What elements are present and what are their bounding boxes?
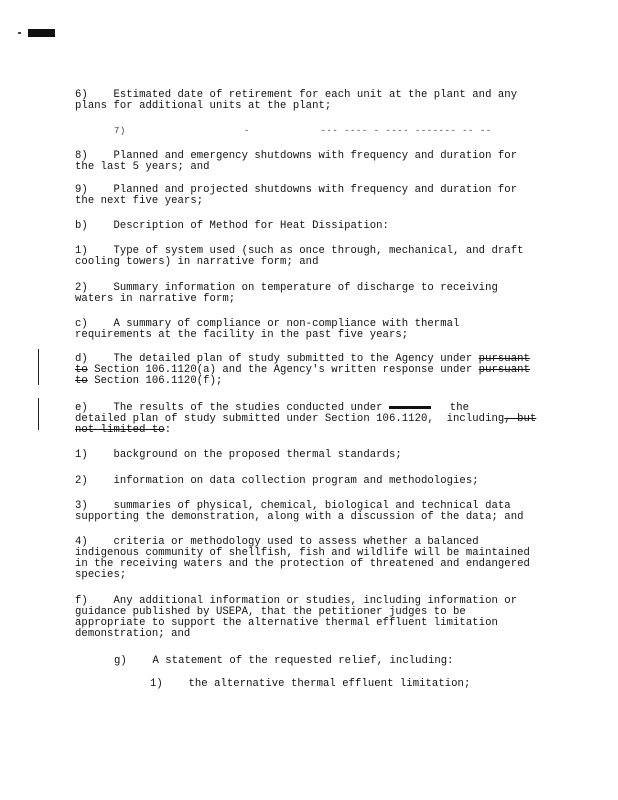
item-f-line2: guidance published by USEPA, that the petitioner judges to be xyxy=(75,606,466,618)
item-9-line1: 9) Planned and projected shutdowns with frequency and duration for xyxy=(75,184,518,196)
item-b1-line1: 1) Type of system used (such as once through, mechanical, and draft xyxy=(75,245,524,257)
item-6-line1: 6) Estimated date of retirement for each unit at the plant and any xyxy=(75,89,518,101)
item-c-line2: requirements at the facility in the past five years; xyxy=(75,329,409,341)
item-e2: 2) information on data collection program and methodologies; xyxy=(75,475,479,487)
item-e4-line3: in the receiving waters and the protection of threatened and endangered xyxy=(75,558,530,570)
item-e-line1-text: e) The results of the studies conducted under xyxy=(75,402,383,414)
item-e4-line2: indigenous community of shellfish, fish and wildlife will be maintained xyxy=(75,547,530,559)
item-9-line2: the next five years; xyxy=(75,195,204,207)
item-e-line3-text: : xyxy=(164,424,172,436)
item-b2-line2: waters in narrative form; xyxy=(75,293,236,305)
revision-bar-d xyxy=(38,349,39,385)
scan-corner-mark xyxy=(28,29,55,37)
item-b1-line2: cooling towers) in narrative form; and xyxy=(75,256,319,268)
redaction-mark xyxy=(389,406,431,409)
item-e3-line1: 3) summaries of physical, chemical, biological and technical data xyxy=(75,500,511,512)
item-f-line4: demonstration; and xyxy=(75,628,191,640)
item-e4-line4: species; xyxy=(75,569,127,581)
item-e1: 1) background on the proposed thermal standards; xyxy=(75,449,402,461)
item-g1: 1) the alternative thermal effluent limitation; xyxy=(150,678,471,690)
item-e-line2-text: detailed plan of study submitted under Section 106.1120, including xyxy=(75,413,505,425)
item-8-line1: 8) Planned and emergency shutdowns with frequency and duration for xyxy=(75,150,518,162)
item-6-line2: plans for additional units at the plant; xyxy=(75,100,332,112)
revision-bar-e xyxy=(38,398,39,430)
item-7-faint: 7) - --- ---- - ---- ------- -- -- xyxy=(114,126,492,136)
item-c-line1: c) A summary of compliance or non-compliance with thermal xyxy=(75,318,460,330)
item-b2-line1: 2) Summary information on temperature of discharge to receiving xyxy=(75,282,498,294)
item-g-heading: g) A statement of the requested relief, including: xyxy=(114,655,454,667)
item-d-line2 xyxy=(75,365,535,376)
item-e-line1 xyxy=(75,403,535,414)
item-d-line3-text: Section 106.1120(f); xyxy=(87,375,223,387)
item-e-strike-1: , but xyxy=(504,413,537,425)
item-f-line1: f) Any additional information or studies, including information or xyxy=(75,595,518,607)
item-e-line1-tail: the xyxy=(430,402,470,414)
item-d-strike-1: pursuant xyxy=(478,353,530,365)
item-e3-line2: supporting the demonstration, along with a discussion of the data; and xyxy=(75,511,524,523)
item-e-line2 xyxy=(75,414,535,425)
item-e-line3 xyxy=(75,425,535,436)
item-b-heading: b) Description of Method for Heat Dissipation: xyxy=(75,220,389,232)
item-d-strike-3: pursuant xyxy=(478,364,530,376)
item-d-line1-text: d) The detailed plan of study submitted to the Agency under xyxy=(75,353,479,365)
item-e4-line1: 4) criteria or methodology used to assess whether a balanced xyxy=(75,536,479,548)
item-e-strike-2: not limited to xyxy=(75,424,165,436)
item-8-line2: the last 5 years; and xyxy=(75,161,210,173)
item-d-line3 xyxy=(75,376,535,387)
item-f-line3: appropriate to support the alternative thermal effluent limitation xyxy=(75,617,498,629)
item-d-strike-2: to xyxy=(75,364,88,376)
item-d-line1 xyxy=(75,354,535,365)
item-d-strike-4: to xyxy=(75,375,88,387)
item-d-line2-text: Section 106.1120(a) and the Agency's written response under xyxy=(87,364,479,376)
